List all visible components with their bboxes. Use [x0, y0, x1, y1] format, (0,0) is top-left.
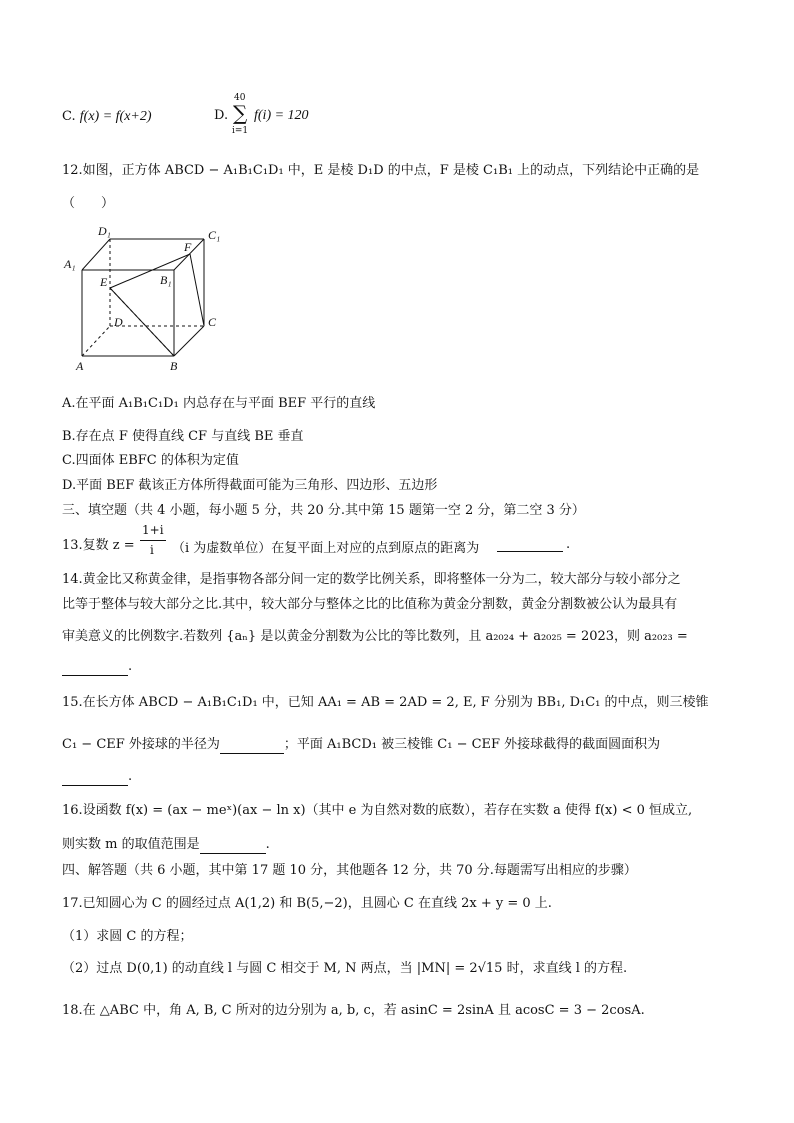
option-label: C.: [62, 109, 76, 124]
fraction-denominator: i: [150, 543, 154, 557]
answer-blank[interactable]: [497, 537, 563, 552]
fraction-numerator: 1+i: [142, 523, 164, 537]
option-c-expr: f(x) = f(x+2): [79, 109, 152, 124]
q15-end: .: [128, 769, 133, 784]
label-e: E: [100, 275, 108, 289]
q17-part-2: （2）过点 D(0,1) 的动直线 l 与圆 C 相交于 M, N 两点，当 |MN| = 2√15 时，求直线 l 的方程.: [62, 961, 628, 976]
label-d1: D₁: [98, 224, 111, 238]
q15-line-1: 15.在长方体 ABCD − A₁B₁C₁D₁ 中，已知 AA₁ = AB = 2AD = 2, E, F 分别为 BB₁, D₁C₁ 的中点，则三棱锥: [62, 695, 709, 710]
label-b: B: [170, 359, 178, 372]
q15-line-2: [62, 736, 660, 754]
option-d-expr: f(i) = 120: [254, 108, 309, 123]
sum-symbol: ∑: [233, 101, 248, 125]
q16-line-2: [62, 836, 270, 854]
q14-end: .: [128, 659, 133, 674]
option-label: D.: [214, 108, 229, 123]
q12-stem: 12.如图，正方体 ABCD − A₁B₁C₁D₁ 中，E 是棱 D₁D 的中点，F 是棱 C₁B₁ 上的动点，下列结论中正确的是: [62, 163, 700, 178]
label-c: C: [208, 315, 217, 329]
label-f: F: [184, 240, 192, 254]
section-4-heading: 四、解答题（共 6 小题，其中第 17 题 10 分，其他题各 12 分，共 70 分.每题需写出相应的步骤）: [62, 863, 637, 878]
label-b1: B₁: [160, 273, 172, 287]
q12-paren: （ ）: [62, 196, 115, 211]
q13-prefix: 13.复数 z =: [62, 538, 135, 553]
q12-option-d: D.平面 BEF 截该正方体所得截面可能为三角形、四边形、五边形: [62, 478, 438, 493]
q17-stem: 17.已知圆心为 C 的圆经过点 A(1,2) 和 B(5,−2)，且圆心 C 在直线 2x + y = 0 上.: [62, 896, 552, 911]
answer-blank[interactable]: [220, 739, 284, 754]
cube-figure: [62, 222, 232, 372]
q17-part-1: （1）求圆 C 的方程；: [62, 929, 193, 944]
label-a: A: [76, 359, 84, 372]
q11-option-c: [62, 108, 152, 126]
label-c1: C₁: [208, 228, 221, 242]
q12-option-a: A.在平面 A₁B₁C₁D₁ 内总存在与平面 BEF 平行的直线: [62, 396, 376, 411]
q14-line-3: 审美意义的比例数字.若数列 {aₙ} 是以黄金分割数为公比的等比数列，且 a₂₀₂₄ + a₂₀₂₅ = 2023，则 a₂₀₂₃ =: [62, 629, 688, 644]
answer-blank[interactable]: [62, 771, 128, 786]
sum-upper-limit: 40: [234, 93, 246, 103]
q18-stem: 18.在 △ABC 中，角 A, B, C 所对的边分别为 a, b, c，若 asinC = 2sinA 且 acosC = 3 − 2cosA.: [62, 1003, 645, 1018]
q15-text-b: ；平面 A₁BCD₁ 被三棱锥 C₁ − CEF 外接球截得的截面圆面积为: [283, 737, 661, 752]
q16-text: 则实数 m 的取值范围是: [62, 837, 200, 852]
q15-text-a: C₁ − CEF 外接球的半径为: [62, 737, 220, 752]
q16-end: .: [265, 837, 270, 852]
q12-option-b: B.存在点 F 使得直线 CF 与直线 BE 垂直: [62, 429, 304, 444]
q14-line-1: 14.黄金比又称黄金律，是指事物各部分间一定的数学比例关系，即将整体一分为二，较大部分与较小部分之: [62, 572, 681, 587]
label-d: D: [114, 315, 123, 329]
q15-answer-line: [62, 768, 132, 786]
q13-end: .: [566, 537, 571, 552]
q13-text: （i 为虚数单位）在复平面上对应的点到原点的距离为: [172, 541, 480, 556]
q12-option-c: C.四面体 EBFC 的体积为定值: [62, 453, 239, 468]
label-a1: A₁: [64, 257, 76, 271]
answer-blank[interactable]: [62, 661, 128, 676]
q14-line-2: 比等于整体与较大部分之比.其中，较大部分与整体之比的比值称为黄金分割数，黄金分割数被公认为最具有: [62, 597, 678, 612]
q14-answer-line: [62, 658, 132, 676]
q16-line-1: 16.设函数 f(x) = (ax − meˣ)(ax − ln x)（其中 e 为自然对数的底数），若存在实数 a 使得 f(x) < 0 恒成立,: [62, 803, 693, 818]
answer-blank[interactable]: [200, 839, 266, 854]
sum-lower-limit: i=1: [232, 126, 249, 136]
section-3-heading: 三、填空题（共 4 小题，每小题 5 分，共 20 分.其中第 15 题第一空 2 分，第二空 3 分）: [62, 503, 585, 518]
fraction-bar: [140, 540, 166, 541]
